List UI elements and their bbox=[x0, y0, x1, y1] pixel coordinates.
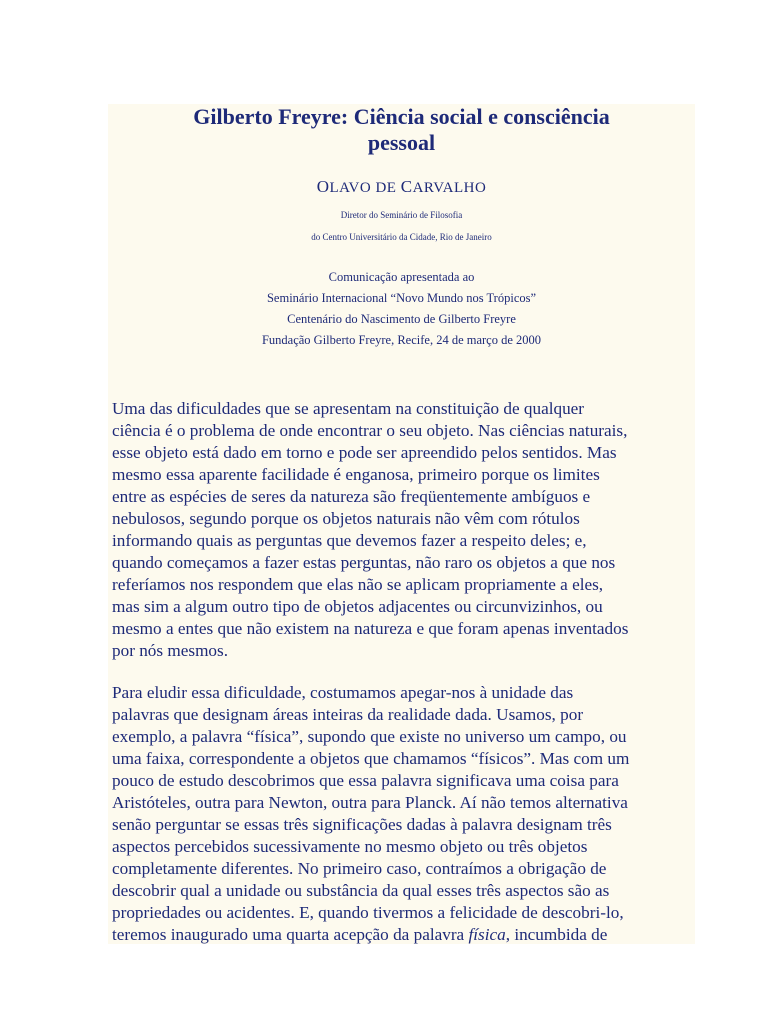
communication-line: Fundação Gilberto Freyre, Recife, 24 de março de 2000 bbox=[261, 333, 542, 347]
text-line: exemplo, a palavra “física”, supondo que existe no universo um campo, ou bbox=[112, 727, 627, 746]
text-line: informando quais as perguntas que devemos fazer a respeito deles; e, bbox=[112, 531, 587, 550]
communication-note bbox=[108, 267, 695, 351]
text-line: propriedades ou acidentes. E, quando tivermos a felicidade de descobri-lo, bbox=[112, 903, 624, 922]
text-line: Para eludir essa dificuldade, costumamos apegar-nos à unidade das bbox=[112, 683, 574, 702]
text-line: por nós mesmos. bbox=[112, 641, 229, 660]
author-initial-c: C bbox=[400, 177, 413, 196]
author-part-2: ARVALHO bbox=[412, 180, 487, 196]
text-line: quando começamos a fazer estas perguntas, não raro os objetos a que nos bbox=[112, 553, 616, 572]
text-line: mesmo a entes que não existem na natureza e que foram apenas inventados bbox=[112, 619, 629, 638]
paragraph-1 bbox=[112, 398, 695, 662]
text-line: Aristóteles, outra para Newton, outra para Planck. Aí não temos alternativa bbox=[112, 793, 628, 812]
title-line-2: pessoal bbox=[367, 130, 436, 155]
text-line: pouco de estudo descobrimos que essa palavra significava uma coisa para bbox=[112, 771, 619, 790]
text-line: aspectos percebidos sucessivamente no mesmo objeto ou três objetos bbox=[112, 837, 588, 856]
text-line: entre as espécies de seres da natureza são freqüentemente ambíguos e bbox=[112, 487, 591, 506]
text-line: palavras que designam áreas inteiras da realidade dada. Usamos, por bbox=[112, 705, 584, 724]
text-line: ciência é o problema de onde encontrar o seu objeto. Nas ciências naturais, bbox=[112, 421, 628, 440]
italic-term: física bbox=[468, 925, 506, 944]
text-line: referíamos nos respondem que elas não se aplicam propriamente a eles, bbox=[112, 575, 604, 594]
document-page bbox=[108, 104, 695, 944]
author-initial-o: O bbox=[316, 177, 330, 196]
affiliation-line-2: do Centro Universitário da Cidade, Rio de Janeiro bbox=[311, 232, 492, 242]
communication-line: Comunicação apresentada ao bbox=[328, 270, 475, 284]
document-body bbox=[112, 398, 695, 944]
text-line: descobrir qual a unidade ou substância da qual esses três aspectos são as bbox=[112, 881, 610, 900]
document-header bbox=[108, 104, 695, 351]
text-line: nebulosos, segundo porque os objetos naturais não vêm com rótulos bbox=[112, 509, 580, 528]
text-line: mas sim a algum outro tipo de objetos adjacentes ou circunvizinhos, ou bbox=[112, 597, 603, 616]
author-part-1: LAVO DE bbox=[329, 180, 401, 196]
title-line-1: Gilberto Freyre: Ciência social e consciência bbox=[193, 104, 610, 129]
text-line-last bbox=[112, 924, 695, 944]
text-line: completamente diferentes. No primeiro caso, contraímos a obrigação de bbox=[112, 859, 607, 878]
last-line-after: , incumbida de bbox=[505, 925, 608, 944]
last-line-before: teremos inaugurado uma quarta acepção da palavra bbox=[112, 925, 469, 944]
text-line: Uma das dificuldades que se apresentam na constituição de qualquer bbox=[112, 399, 585, 418]
document-title bbox=[108, 104, 695, 156]
paragraph-2 bbox=[112, 682, 695, 944]
communication-line: Seminário Internacional “Novo Mundo nos Trópicos” bbox=[266, 291, 537, 305]
affiliation-line-1: Diretor do Seminário de Filosofia bbox=[340, 210, 463, 220]
text-line: esse objeto está dado em torno e pode ser apreendido pelos sentidos. Mas bbox=[112, 443, 617, 462]
communication-line: Centenário do Nascimento de Gilberto Freyre bbox=[287, 312, 516, 326]
text-line: senão perguntar se essas três significações dadas à palavra designam três bbox=[112, 815, 612, 834]
author-name bbox=[108, 178, 695, 197]
text-line: mesmo essa aparente facilidade é enganosa, primeiro porque os limites bbox=[112, 465, 600, 484]
text-line: uma faixa, correspondente a objetos que chamamos “físicos”. Mas com um bbox=[112, 749, 630, 768]
